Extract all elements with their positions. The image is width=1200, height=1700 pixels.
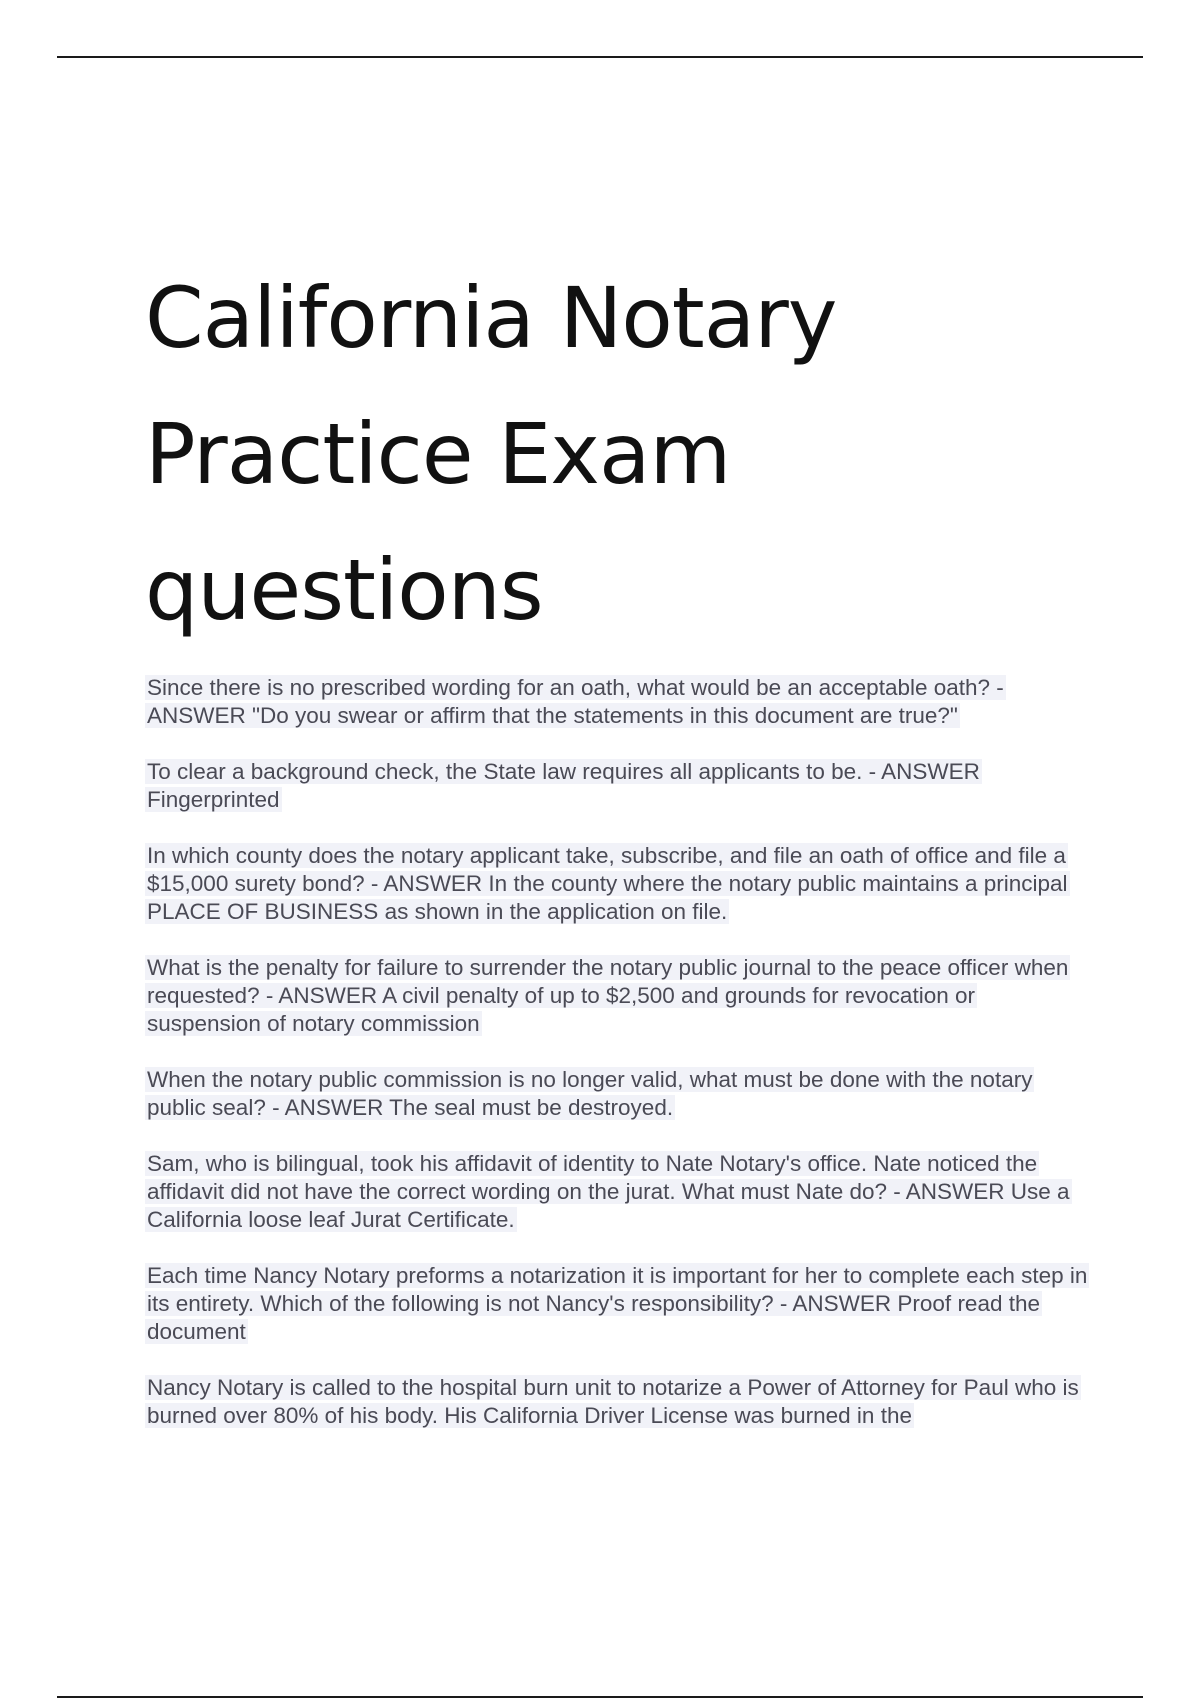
qa-text: Each time Nancy Notary preforms a notarization it is important for her to complete each step in its entirety. Which of the following is not Nancy's responsibility? - ANSWER Proof read the document (147, 1263, 1088, 1344)
qa-item (145, 1150, 1095, 1234)
title-line-3: questions (145, 541, 543, 639)
qa-item (145, 1374, 1095, 1430)
top-rule (57, 56, 1143, 58)
qa-item (145, 1066, 1095, 1122)
qa-text: Sam, who is bilingual, took his affidavit of identity to Nate Notary's office. Nate noticed the affidavit did not have the correct wording on the jurat. What must Nate do? - ANSWER Use a California loose leaf Jurat Certificate. (147, 1151, 1070, 1232)
qa-list (145, 674, 1095, 1458)
qa-item (145, 842, 1095, 926)
qa-text: Since there is no prescribed wording for an oath, what would be an acceptable oath? - ANSWER "Do you swear or affirm that the statements in this document are true?" (147, 675, 1004, 728)
qa-text: Nancy Notary is called to the hospital burn unit to notarize a Power of Attorney for Paul who is burned over 80% of his body. His California Driver License was burned in the (147, 1375, 1079, 1428)
qa-item (145, 674, 1095, 730)
qa-text: In which county does the notary applicant take, subscribe, and file an oath of office and file a $15,000 surety bond? - ANSWER In the county where the notary public maintains a principal PLACE OF BUSINESS as shown in the application on file. (147, 843, 1068, 924)
qa-text: To clear a background check, the State law requires all applicants to be. - ANSWER Fingerprinted (147, 759, 980, 812)
qa-text: When the notary public commission is no longer valid, what must be done with the notary public seal? - ANSWER The seal must be destroyed. (147, 1067, 1033, 1120)
title-line-2: Practice Exam (145, 405, 731, 503)
qa-item (145, 954, 1095, 1038)
qa-item (145, 758, 1095, 814)
qa-item (145, 1262, 1095, 1346)
document-title (145, 250, 1105, 658)
qa-text: What is the penalty for failure to surrender the notary public journal to the peace officer when requested? - ANSWER A civil penalty of up to $2,500 and grounds for revocation or suspension of notary commission (147, 955, 1069, 1036)
bottom-rule (57, 1696, 1143, 1698)
title-line-1: California Notary (145, 269, 837, 367)
